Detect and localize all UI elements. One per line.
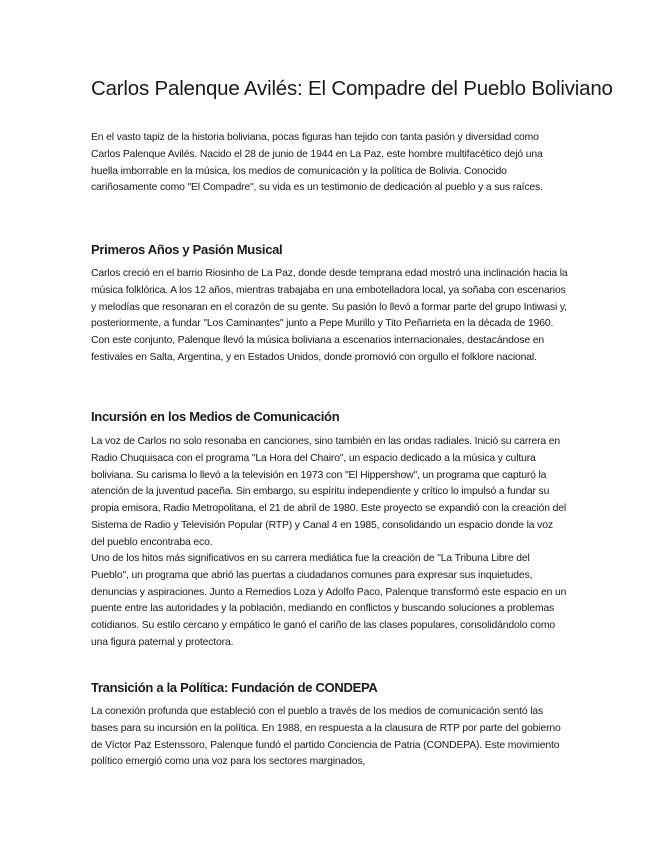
- section-paragraph: Uno de los hitos más significativos en su carrera mediática fue la creación de "La Tribuna Libre del Pueblo", un programa que abrió las puertas a ciudadanos comunes para expresar sus inquietudes, denuncias y aspiraciones. Junto a Remedios Loza y Adolfo Paco, Palenque transformó este espacio en un puente entre las autoridades y la población, mediando en conflictos y buscando soluciones a problemas cotidianos. Su estilo cercano y empático le ganó el cariño de las clases populares, consolidándolo como una figura paternal y protectora.: [91, 553, 567, 648]
- section-heading-medios: Incursión en los Medios de Comunicación: [91, 409, 340, 424]
- section-paragraph: Carlos creció en el barrio Riosinho de La Paz, donde desde temprana edad mostró una inclinación hacia la música folklórica. A los 12 años, mientras trabajaba en una embotelladora local, ya soñaba con escenarios y melodías que resonaran en el corazón de su gente. Su pasión lo llevó a formar parte del grupo Intiwasi y, posteriormente, a fundar "Los Caminantes" junto a Pepe Murillo y Tito Peñarrieta en la década de 1960. Con este conjunto, Palenque llevó la música boliviana a escenarios internacionales, destacándose en festivales en Salta, Argentina, y en Estados Unidos, donde promovió con orgullo el folklore nacional.: [91, 268, 568, 363]
- section-heading-primeros-anos: Primeros Años y Pasión Musical: [91, 242, 283, 257]
- section-heading-politica: Transición a la Política: Fundación de CONDEPA: [91, 680, 378, 695]
- document-title: Carlos Palenque Avilés: El Compadre del Pueblo Boliviano: [91, 77, 613, 100]
- section-paragraph: La conexión profunda que estableció con el pueblo a través de los medios de comunicación sentó las bases para su incursión en la política. En 1988, en respuesta a la clausura de RTP por parte del gobierno de Víctor Paz Estenssoro, Palenque fundó el partido Conciencia de Patria (CONDEPA). Este movimiento político emergió como una voz para los sectores marginados,: [91, 706, 561, 768]
- intro-paragraph: En el vasto tapiz de la historia boliviana, pocas figuras han tejido con tanta pasión y diversidad como Carlos Palenque Avilés. Nacido el 28 de junio de 1944 en La Paz, este hombre multifacético dejó una huella imborrable en la música, los medios de comunicación y la política de Bolivia. Conocido cariñosamente como "El Compadre", su vida es un testimonio de dedicación al pueblo y a sus raíces.: [91, 132, 543, 194]
- section-paragraph: La voz de Carlos no solo resonaba en canciones, sino también en las ondas radiales. Inició su carrera en Radio Chuquisaca con el programa "La Hora del Chairo", un espacio dedicado a la música y cultura boliviana. Su carisma lo llevó a la televisión en 1973 con "El Hippershow", un programa que capturó la atención de la juventud paceña. Sin embargo, su espíritu independiente y crítico lo impulsó a fundar su propia emisora, Radio Metropolitana, el 21 de abril de 1980. Este proyecto se expandió con la creación del Sistema de Radio y Televisión Popular (RTP) y Canal 4 en 1985, consolidando un espacio donde la voz del pueblo encontraba eco.: [91, 436, 567, 548]
